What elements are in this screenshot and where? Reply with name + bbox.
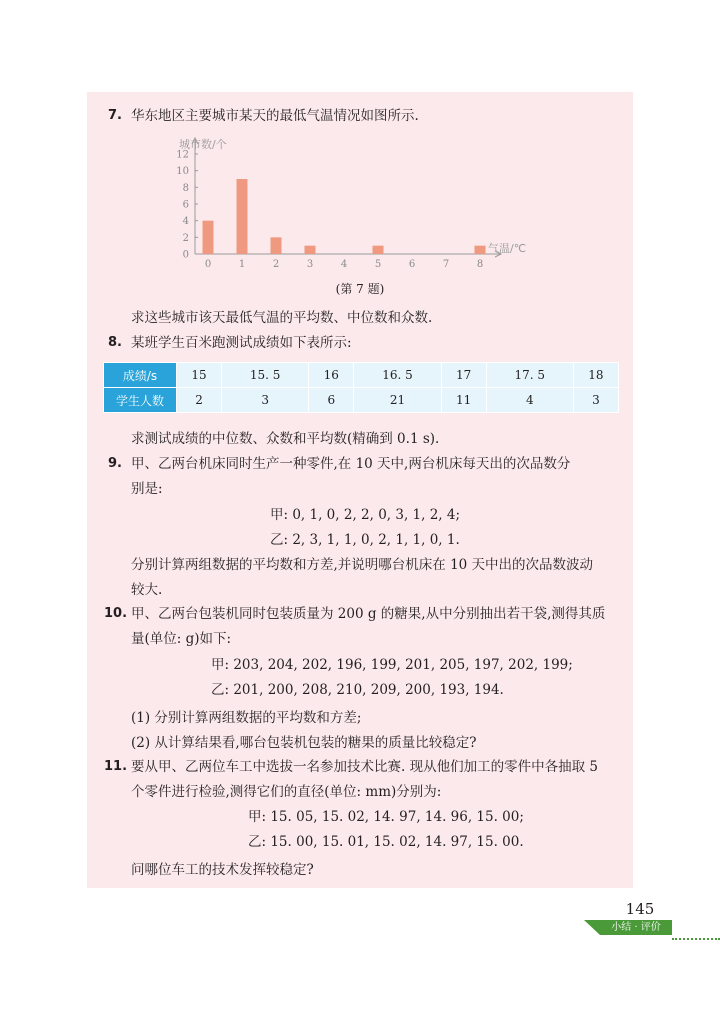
- y-tick-label: 0: [182, 249, 189, 261]
- y-tick-label: 4: [182, 216, 189, 228]
- q9-data-yi: 乙: 2, 3, 1, 1, 0, 2, 1, 1, 0, 1.: [270, 532, 460, 548]
- table-cell: 6: [309, 388, 354, 413]
- bar: [373, 246, 384, 254]
- bar: [271, 237, 282, 254]
- x-tick-label: 5: [374, 259, 382, 270]
- bar: [237, 179, 248, 254]
- q8-question: 求测试成绩的中位数、众数和平均数(精确到 0.1 s).: [131, 431, 440, 447]
- q11-line1: 要从甲、乙两位车工中选拔一名参加技术比赛. 现从他们加工的零件中各抽取 5: [131, 759, 598, 775]
- q10-data-jia: 甲: 203, 204, 202, 196, 199, 201, 205, 197, 202, 199;: [211, 657, 573, 673]
- q10-line1: 甲、乙两台包装机同时包装质量为 200 g 的糖果,从中分别抽出若干袋,测得其质: [131, 606, 606, 622]
- table-header-cell: 成绩/s: [104, 363, 177, 388]
- x-tick-label: 4: [340, 259, 348, 270]
- q10-subquestion-1: (1) 分别计算两组数据的平均数和方差;: [131, 710, 362, 726]
- page-number: 145: [625, 900, 655, 918]
- x-tick-label: 2: [272, 259, 280, 270]
- section-tag: 小结 · 评价: [600, 920, 672, 935]
- dotted-divider: [672, 938, 720, 940]
- q7-caption: (第 7 题): [335, 282, 385, 296]
- x-tick-label: 1: [238, 259, 246, 270]
- x-tick-label: 0: [204, 259, 212, 270]
- q9-line1: 甲、乙两台机床同时生产一种零件,在 10 天中,两台机床每天出的次品数分: [131, 456, 571, 472]
- table-cell: 17: [441, 363, 486, 388]
- table-cell: 3: [573, 388, 618, 413]
- q8-text: 某班学生百米跑测试成绩如下表所示:: [131, 335, 352, 351]
- y-tick-label: 6: [182, 199, 189, 211]
- y-axis-label: 城市数/个: [179, 138, 227, 151]
- q7-text: 华东地区主要城市某天的最低气温情况如图所示.: [131, 108, 419, 124]
- table-header-cell: 学生人数: [104, 388, 177, 413]
- q11-line2: 个零件进行检验,测得它们的直径(单位: mm)分别为:: [131, 784, 442, 800]
- q11-data-yi: 乙: 15. 00, 15. 01, 15. 02, 14. 97, 15. 00.: [248, 834, 524, 850]
- table-cell: 2: [177, 388, 222, 413]
- x-axis-label: 气温/℃: [488, 242, 527, 255]
- x-tick-label: 8: [476, 259, 484, 270]
- x-tick-label: 6: [408, 259, 416, 270]
- q9-question-line1: 分别计算两组数据的平均数和方差,并说明哪台机床在 10 天中出的次品数波动: [131, 557, 594, 573]
- q10-subquestion-2: (2) 从计算结果看,哪台包装机包装的糖果的质量比较稳定?: [131, 735, 477, 751]
- x-tick-label: 3: [306, 259, 314, 270]
- q9-number: 9.: [108, 456, 122, 471]
- table-cell: 15: [177, 363, 222, 388]
- table-row: [104, 363, 619, 388]
- table-cell: 4: [486, 388, 573, 413]
- q9-line2: 别是:: [131, 481, 163, 497]
- table-cell: 17. 5: [486, 363, 573, 388]
- x-tick-label: 7: [442, 259, 450, 270]
- q9-question-line2: 较大.: [131, 582, 163, 598]
- y-tick-label: 2: [182, 232, 189, 244]
- table-cell: 18: [573, 363, 618, 388]
- q10-data-yi: 乙: 201, 200, 208, 210, 209, 200, 193, 194.: [211, 682, 504, 698]
- table-row: [104, 388, 619, 413]
- table-cell: 16: [309, 363, 354, 388]
- table-cell: 21: [354, 388, 441, 413]
- q10-number: 10.: [104, 606, 128, 621]
- q11-number: 11.: [104, 759, 128, 774]
- temperature-bar-chart: [170, 128, 560, 278]
- bar: [305, 246, 316, 254]
- table-cell: 16. 5: [354, 363, 441, 388]
- q11-question: 问哪位车工的技术发挥较稳定?: [131, 862, 314, 878]
- q8-number: 8.: [108, 335, 122, 350]
- q7-question: 求这些城市该天最低气温的平均数、中位数和众数.: [131, 310, 433, 326]
- q7-number: 7.: [108, 108, 122, 123]
- running-scores-table: [103, 362, 619, 413]
- table-cell: 11: [441, 388, 486, 413]
- q11-data-jia: 甲: 15. 05, 15. 02, 14. 97, 14. 96, 15. 00;: [248, 809, 524, 825]
- q10-line2: 量(单位: g)如下:: [131, 631, 232, 647]
- table-cell: 3: [222, 388, 309, 413]
- bar: [475, 246, 486, 254]
- y-tick-label: 8: [182, 182, 189, 194]
- q9-data-jia: 甲: 0, 1, 0, 2, 2, 0, 3, 1, 2, 4;: [270, 507, 461, 523]
- table-cell: 15. 5: [222, 363, 309, 388]
- bar: [203, 221, 214, 254]
- section-tag-tip: [584, 920, 600, 935]
- y-tick-label: 10: [176, 166, 189, 178]
- y-tick-label: 12: [176, 149, 189, 161]
